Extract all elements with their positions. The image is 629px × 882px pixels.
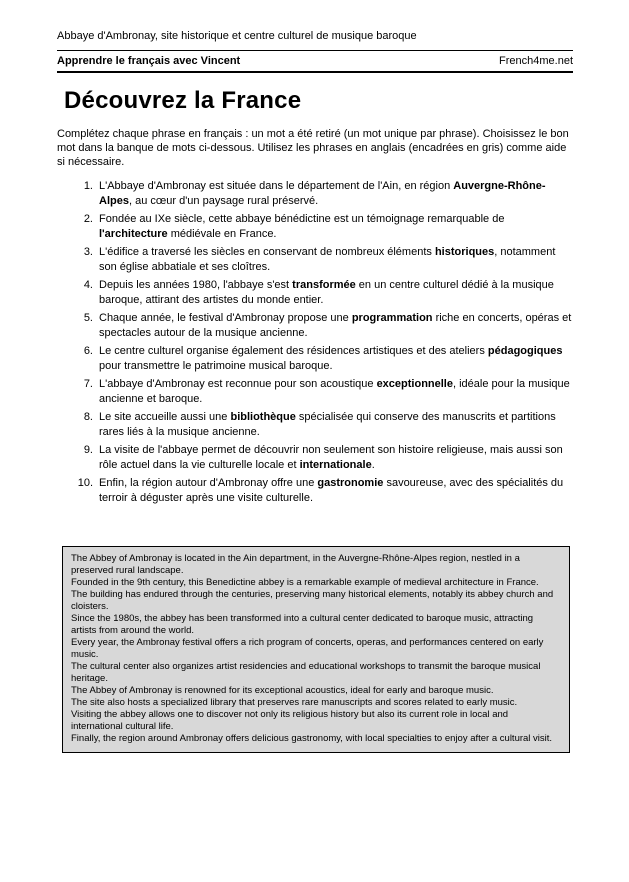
exercise-item	[57, 179, 573, 209]
answer-word: Auvergne-Rhône-Alpes	[99, 180, 546, 207]
item-number: 8.	[83, 411, 93, 423]
answer-word: historiques	[434, 246, 495, 258]
item-number: 9.	[83, 444, 93, 456]
translation-line: The building has endured through the centuries, preserving many historical elements, notably its abbey church and cloisters.	[71, 589, 554, 612]
translation-line: Founded in the 9th century, this Benedictine abbey is a remarkable example of medieval architecture in France.	[71, 577, 539, 588]
exercise-item	[57, 443, 573, 473]
item-text: La visite de l'abbaye permet de découvrir non seulement son histoire religieuse, mais aussi son rôle actuel dans la vie culturelle locale et internationale.	[99, 444, 563, 471]
answer-word: l'architecture	[99, 228, 168, 240]
answer-word: pédagogiques	[487, 345, 563, 357]
item-text: Enfin, la région autour d'Ambronay offre une gastronomie savoureuse, avec des spécialités du terroir à déguster après une visite culturelle.	[99, 477, 564, 504]
item-text: Le centre culturel organise également des résidences artistiques et des ateliers pédagogiques pour transmettre le patrimoine musical baroque.	[99, 345, 563, 372]
exercise-item	[57, 377, 573, 407]
item-number: 6.	[83, 345, 93, 357]
translation-line: Since the 1980s, the abbey has been transformed into a cultural center dedicated to baroque music, attracting artists from around the world.	[71, 613, 534, 636]
translation-lines	[71, 553, 561, 745]
translation-line: The cultural center also organizes artist residencies and educational workshops to transmit the baroque musical heritage.	[71, 661, 541, 684]
item-text: Chaque année, le festival d'Ambronay propose une programmation riche en concerts, opéras et spectacles autour de la musique ancienne.	[99, 312, 572, 339]
exercise-item	[57, 476, 573, 506]
header-bar	[57, 51, 573, 71]
answer-word: bibliothèque	[230, 411, 296, 423]
instructions: Complétez chaque phrase en français : un mot a été retiré (un mot unique par phrase). Choisissez le bon mot dans la banque de mots ci-dessous. Utilisez les phrases en anglais (encadrées en gris) comme aide si nécessaire.	[57, 128, 569, 168]
item-text: Depuis les années 1980, l'abbaye s'est transformée en un centre culturel dédié à la musique baroque, attirant des artistes du monde entier.	[99, 279, 554, 306]
item-number: 7.	[83, 378, 93, 390]
exercise-list	[57, 179, 573, 506]
item-number: 4.	[83, 279, 93, 291]
item-text: L'édifice a traversé les siècles en conservant de nombreux éléments historiques, notamment son église abbatiale et ses cloîtres.	[99, 246, 556, 273]
answer-word: programmation	[351, 312, 433, 324]
item-text: Fondée au IXe siècle, cette abbaye bénédictine est un témoignage remarquable de l'architecture médiévale en France.	[99, 213, 505, 240]
brand-site: French4me.net	[499, 55, 573, 67]
exercise-item	[57, 344, 573, 374]
translation-line: Every year, the Ambronay festival offers a rich program of concerts, operas, and performances centered on early music.	[71, 637, 544, 660]
answer-word: internationale	[299, 459, 372, 471]
item-text: Le site accueille aussi une bibliothèque spécialisée qui conserve des manuscrits et partitions rares liés à la musique ancienne.	[99, 411, 556, 438]
divider-thick	[57, 71, 573, 73]
item-number: 10.	[77, 477, 93, 489]
exercise-item	[57, 278, 573, 308]
translation-box	[62, 546, 570, 753]
exercise-item	[57, 212, 573, 242]
exercise-item	[57, 410, 573, 440]
translation-line: The Abbey of Ambronay is located in the Ain department, in the Auvergne-Rhône-Alpes region, nestled in a preserved rural landscape.	[71, 553, 520, 576]
item-number: 1.	[83, 180, 93, 192]
translation-line: The site also hosts a specialized library that preserves rare manuscripts and scores related to early music.	[71, 697, 518, 708]
item-number: 2.	[83, 213, 93, 225]
translation-line: Visiting the abbey allows one to discover not only its religious history but also its current role in local and international cultural life.	[71, 709, 509, 732]
item-number: 5.	[83, 312, 93, 324]
translation-line: The Abbey of Ambronay is renowned for its exceptional acoustics, ideal for early and baroque music.	[71, 685, 494, 696]
item-number: 3.	[83, 246, 93, 258]
answer-word: gastronomie	[317, 477, 384, 489]
exercise-item	[57, 311, 573, 341]
translation-line: Finally, the region around Ambronay offers delicious gastronomy, with local specialties to enjoy after a cultural visit.	[71, 733, 553, 744]
answer-word: exceptionnelle	[376, 378, 453, 390]
document-subtitle: Abbaye d'Ambronay, site historique et centre culturel de musique baroque	[57, 30, 417, 42]
exercise-item	[57, 245, 573, 275]
item-text: L'abbaye d'Ambronay est reconnue pour son acoustique exceptionnelle, idéale pour la musique ancienne et baroque.	[99, 378, 570, 405]
item-text: L'Abbaye d'Ambronay est située dans le département de l'Ain, en région Auvergne-Rhône-Alpes, au cœur d'un paysage rural préservé.	[99, 180, 546, 207]
brand-title: Apprendre le français avec Vincent	[57, 55, 241, 67]
page-title: Découvrez la France	[64, 87, 302, 114]
answer-word: transformée	[292, 279, 356, 291]
